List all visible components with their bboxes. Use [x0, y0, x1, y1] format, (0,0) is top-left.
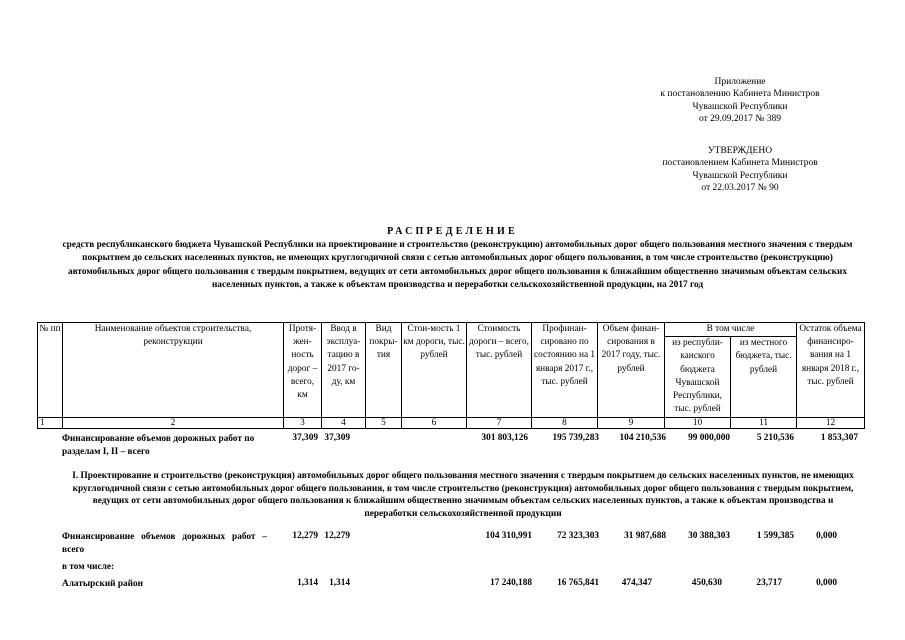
alatyr-length: 1,314 — [297, 578, 318, 588]
approved-line: от 22.03.2017 № 90 — [701, 183, 779, 194]
including-label: в том числе: — [62, 562, 115, 572]
section-1-remainder: 0,000 — [816, 531, 837, 541]
alatyr-commissioning: 1,314 — [329, 578, 350, 588]
header-col-length: Протя-жен-ность дорог – всего, км — [284, 323, 322, 418]
header-col-cost-per-km: Стои-мость 1 км дороги, тыс. рублей — [402, 323, 467, 418]
total-financed: 195 739,283 — [552, 433, 599, 443]
col-number-7: 7 — [467, 418, 532, 429]
section-1-financed: 72 323,303 — [557, 531, 599, 541]
header-col-name: Наименование объектов строительства, реконструкции — [63, 323, 284, 418]
col-number-6: 6 — [402, 418, 467, 429]
col-number-3: 3 — [284, 418, 322, 429]
col-number-2: 2 — [63, 418, 284, 429]
annex-line: к постановлению Кабинета Министров — [660, 89, 820, 100]
distribution-table-header — [37, 322, 865, 429]
total-remainder: 1 853,307 — [820, 433, 858, 443]
header-col-cost-total: Стоимость дороги – всего, тыс. рублей — [467, 323, 532, 418]
section-1-financing-2017: 31 987,688 — [624, 531, 666, 541]
alatyr-district-label: Алатырский район — [62, 579, 144, 589]
total-cost: 301 803,126 — [481, 433, 528, 443]
total-republic-budget: 99 000,000 — [688, 433, 730, 443]
total-financing-2017: 104 210,536 — [619, 433, 666, 443]
document-title: РАСПРЕДЕЛЕНИЕ — [387, 226, 518, 237]
approved-line: УТВЕРЖДЕНО — [707, 146, 773, 156]
section-1-length: 12,279 — [292, 531, 318, 541]
section-1-commissioning: 12,279 — [324, 531, 350, 541]
header-col-surface: Вид покры-тия — [366, 323, 402, 418]
alatyr-republic-budget: 450,630 — [691, 578, 722, 588]
section-1-total-label-text: Финансирование объемов дорожных работ – всего — [62, 532, 267, 555]
total-length: 37,309 — [292, 433, 318, 443]
header-col-commissioning: Ввод в эксплуа-тацию в 2017 го-ду, км — [322, 323, 366, 418]
approved-line: постановлением Кабинета Министров — [662, 158, 818, 169]
header-col-number: № пп — [38, 323, 63, 418]
total-local-budget: 5 210,536 — [756, 433, 794, 443]
header-col-republic-budget: из республи-канского бюджета Чувашской Республики, тыс. рублей — [665, 337, 731, 418]
section-1-local-budget: 1 599,385 — [756, 531, 794, 541]
col-number-11: 11 — [731, 418, 797, 429]
alatyr-local-budget: 23,717 — [756, 578, 782, 588]
section-1-title: I. Проектирование и строительство (реконструкция) автомобильных дорог общего пользования местного значения с твердым покрытием до сельских населенных пунктов, не имеющих круглогодичной связи с сетью автомобильных дорог общего пользования, в том числе строительство (реконструкция) автомобильных дорог общего пользования с твердым покрытием, ведущих от сети автомобильных дорог общего пользования к ближайшим общественно значимым объектам сельских населенных пунктов, а также к объектам производства и переработки сельскохозяйственной продукции — [72, 471, 854, 519]
header-col-financing-2017: Объем финан-сирования в 2017 году, тыс. рублей — [598, 323, 665, 418]
alatyr-remainder: 0,000 — [816, 578, 837, 588]
alatyr-financed: 16 765,841 — [557, 578, 599, 588]
col-number-12: 12 — [797, 418, 865, 429]
approved-line: Чувашской Республики — [692, 170, 788, 181]
alatyr-financing-2017: 474,347 — [621, 578, 652, 588]
header-col-financed: Профинан-сировано по состоянию на 1 января 2017 г., тыс. рублей — [532, 323, 598, 418]
col-number-1: 1 — [38, 418, 63, 429]
header-col-remainder: Остаток объема финансиро-вания на 1 января 2018 г., тыс. рублей — [797, 323, 865, 418]
header-group-including: В том числе — [665, 323, 797, 337]
col-number-5: 5 — [366, 418, 402, 429]
alatyr-cost: 17 240,188 — [490, 578, 532, 588]
section-1-cost: 104 310,991 — [485, 531, 532, 541]
approved-block — [620, 145, 860, 195]
document-subtitle: средств республиканского бюджета Чувашской Республики на проектирование и строительство (реконструкцию) автомобильных дорог общего пользования местного значения с твердым покрытием до сельских населенных пунктов, не имеющих круглогодичной связи с сетью автомобильных дорог общего пользования, в том числе строительство (реконструкцию) автомобильных дорог общего пользования с твердым покрытием, ведущих от сети автомобильных дорог общего пользования к ближайшим общественно значимым объектам сельских населенных пунктов, а также к объектам производства и переработки сельскохозяйственной продукции, на 2017 год — [62, 240, 853, 290]
annex-line: от 29.09.2017 № 389 — [699, 114, 781, 125]
header-col-local-budget: из местного бюджета, тыс. рублей — [731, 337, 797, 418]
col-number-4: 4 — [322, 418, 366, 429]
col-number-10: 10 — [665, 418, 731, 429]
total-commissioning: 37,309 — [324, 433, 350, 443]
annex-block — [620, 76, 860, 126]
col-number-9: 9 — [598, 418, 665, 429]
total-row-label: Финансирование объемов дорожных работ по разделам I, II – всего — [62, 434, 255, 457]
section-1-republic-budget: 30 388,303 — [688, 531, 730, 541]
annex-line: Приложение — [714, 77, 766, 87]
section-1-total-label — [62, 531, 267, 556]
annex-line: Чувашской Республики — [692, 101, 788, 112]
col-number-8: 8 — [532, 418, 598, 429]
